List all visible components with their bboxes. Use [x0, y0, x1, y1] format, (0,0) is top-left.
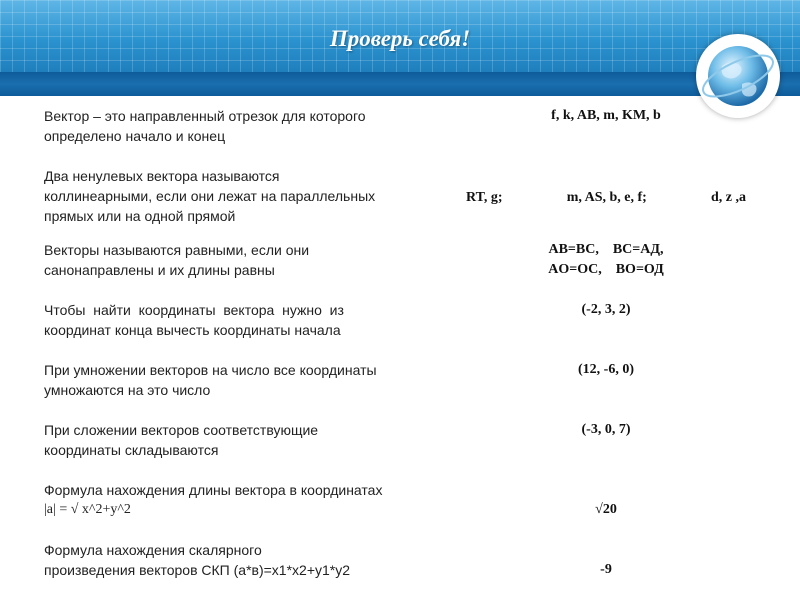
page-title: Проверь себя! [329, 26, 471, 51]
question-line: коллинеарными, если они лежат на параллельных [44, 188, 376, 204]
answer-text [466, 360, 746, 380]
question-line: прямых или на одной прямой [44, 208, 236, 224]
question-text [44, 240, 444, 280]
answer-text [466, 560, 746, 580]
question-line: санонаправлены и их длины равны [44, 262, 275, 278]
table-row [0, 540, 800, 584]
question-text [44, 420, 444, 460]
answer-text [466, 300, 746, 320]
question-line: Чтобы найти координаты вектора нужно из [44, 302, 344, 318]
answer-line: (-3, 0, 7) [581, 422, 631, 437]
question-line: Формула нахождения длины вектора в координатах [44, 482, 383, 498]
question-line: При сложении векторов соответствующие [44, 422, 319, 438]
answer-line: AB=BC, BC=АД, [548, 242, 664, 257]
question-line: Вектор – это направленный отрезок для которого [44, 108, 366, 124]
question-line: координат конца вычесть координаты начала [44, 322, 341, 338]
question-line: Векторы называются равными, если они [44, 242, 310, 258]
answer-text [466, 188, 746, 208]
answer-part: m, AS, b, e, f; [566, 190, 647, 205]
answer-line: f, k, AB, m, KM, b [551, 108, 661, 123]
question-line: При умножении векторов на число все координаты [44, 362, 377, 378]
table-row [0, 240, 800, 284]
table-row [0, 420, 800, 464]
table-row [0, 360, 800, 404]
answer-line: -9 [600, 562, 612, 577]
question-text [44, 166, 444, 226]
answer-line: √20 [595, 502, 617, 517]
question-text [44, 540, 444, 580]
question-line: определено начало и конец [44, 128, 226, 144]
table-row [0, 300, 800, 344]
question-line: умножаются на это число [44, 382, 211, 398]
table-row [0, 106, 800, 154]
answer-text [466, 500, 746, 520]
answer-part: RT, g; [466, 190, 503, 205]
question-text [44, 480, 444, 520]
question-line: координаты складываются [44, 442, 219, 458]
answer-text [466, 420, 746, 440]
answer-text [466, 106, 746, 126]
answer-text [466, 240, 746, 280]
question-text [44, 360, 444, 400]
table-row [0, 480, 800, 524]
answer-part: d, z ,a [711, 190, 746, 205]
question-line: Два ненулевых вектора называются [44, 168, 280, 184]
question-line: произведения векторов СКП (а*в)=x1*x2+y1*y2 [44, 562, 351, 578]
answer-line: (-2, 3, 2) [581, 302, 631, 317]
question-line: |a| = √ x^2+y^2 [44, 502, 131, 517]
question-text [44, 300, 444, 340]
answer-line: AO=OC, BO=ОД [548, 262, 664, 277]
header-stripe [0, 72, 800, 96]
answer-line: (12, -6, 0) [578, 362, 634, 377]
question-line: Формула нахождения скалярного [44, 542, 262, 558]
question-text [44, 106, 444, 146]
table-row [0, 166, 800, 232]
